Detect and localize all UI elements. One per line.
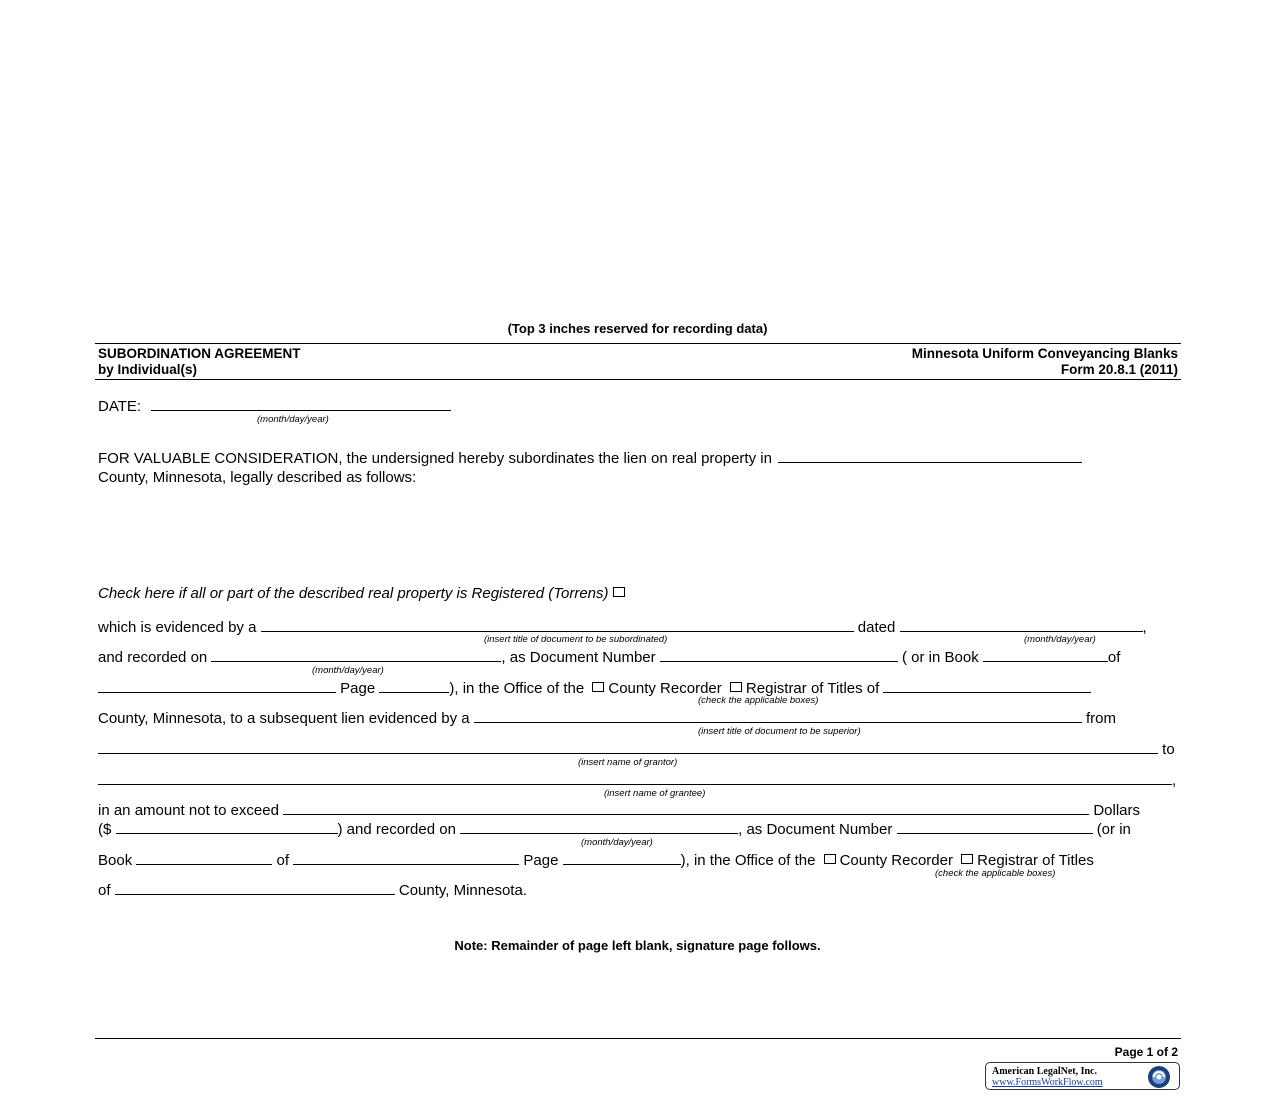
lien-document-number-field[interactable] xyxy=(897,820,1093,834)
recorded-date-field[interactable] xyxy=(211,648,501,662)
county-recorder-checkbox[interactable] xyxy=(592,682,604,692)
header-bottom-rule xyxy=(95,379,1181,380)
hint-doc-superior: (insert title of document to be superior) xyxy=(698,726,861,737)
lien-county-row: of County, Minnesota. xyxy=(98,882,527,899)
lien-recorded-date-field[interactable] xyxy=(460,820,738,834)
lien-county-field[interactable] xyxy=(115,881,395,895)
form-title: SUBORDINATION AGREEMENT xyxy=(98,346,301,361)
book-of-field[interactable] xyxy=(98,679,336,693)
hint-check-boxes-1: (check the applicable boxes) xyxy=(698,695,819,706)
county-field[interactable] xyxy=(778,449,1082,463)
recorded-row: and recorded on , as Document Number ( or in Book of xyxy=(98,649,1121,666)
subordinated-date-field[interactable] xyxy=(900,618,1143,632)
form-series: Minnesota Uniform Conveyancing Blanks xyxy=(911,346,1178,361)
grantee-field[interactable] xyxy=(98,771,1172,785)
hint-doc-subordinated: (insert title of document to be subordinated) xyxy=(484,634,668,645)
logo-url[interactable]: www.FormsWorkFlow.com xyxy=(992,1077,1103,1088)
amount-words-field[interactable] xyxy=(283,801,1089,815)
registrar-county-field[interactable] xyxy=(883,679,1091,693)
grantor-row: to xyxy=(98,740,1175,758)
page-number: Page 1 of 2 xyxy=(1114,1045,1178,1059)
subsequent-lien-row: County, Minnesota, to a subsequent lien evidenced by a from xyxy=(98,710,1116,727)
recording-note: (Top 3 inches reserved for recording data) xyxy=(507,321,768,336)
forms-workflow-logo[interactable] xyxy=(985,1062,1180,1090)
torrens-checkbox[interactable] xyxy=(613,587,625,597)
book-field[interactable] xyxy=(983,648,1108,662)
superior-doc-field[interactable] xyxy=(474,709,1082,723)
lien-book-field[interactable] xyxy=(136,851,272,865)
form-subtitle: by Individual(s) xyxy=(98,362,198,377)
consideration-line-1: FOR VALUABLE CONSIDERATION, the undersigned hereby subordinates the lien on real property in xyxy=(98,449,1082,467)
amount-row: in an amount not to exceed Dollars xyxy=(98,802,1140,819)
footer-rule xyxy=(95,1038,1181,1039)
hint-grantee: (insert name of grantee) xyxy=(604,788,706,799)
lien-registrar-checkbox[interactable] xyxy=(961,854,973,864)
hint-lien-date: (month/day/year) xyxy=(581,837,653,848)
hint-grantor: (insert name of grantor) xyxy=(578,757,678,768)
lien-county-recorder-checkbox[interactable] xyxy=(824,854,836,864)
blank-page-note: Note: Remainder of page left blank, signature page follows. xyxy=(454,938,821,953)
form-number: Form 20.8.1 (2011) xyxy=(1060,362,1178,377)
lien-book-row: Book of Page ), in the Office of the County Recorder Registrar of Titles xyxy=(98,852,1094,869)
hint-dated: (month/day/year) xyxy=(1024,634,1096,645)
consideration-line-2: County, Minnesota, legally described as follows: xyxy=(98,469,417,486)
date-row xyxy=(98,397,451,415)
grantor-field[interactable] xyxy=(98,740,1158,754)
office-row: Page ), in the Office of the County Recorder Registrar of Titles of xyxy=(98,679,1091,697)
torrens-label: Check here if all or part of the described real property is Registered (Torrens) xyxy=(98,585,609,602)
logo-company: American LegalNet, Inc. xyxy=(992,1066,1097,1077)
lien-page-field[interactable] xyxy=(563,851,681,865)
hint-recorded-date: (month/day/year) xyxy=(312,665,384,676)
lien-book-of-field[interactable] xyxy=(293,851,519,865)
document-number-field[interactable] xyxy=(660,648,898,662)
page-field[interactable] xyxy=(379,679,449,693)
hint-check-boxes-2: (check the applicable boxes) xyxy=(935,868,1056,879)
globe-icon xyxy=(1141,1064,1175,1090)
date-field[interactable] xyxy=(151,397,451,411)
amount-number-field[interactable] xyxy=(116,820,338,834)
subordinated-doc-field[interactable] xyxy=(261,618,854,632)
torrens-row xyxy=(98,585,629,602)
date-label: DATE: xyxy=(98,398,142,415)
registrar-checkbox[interactable] xyxy=(730,682,742,692)
evidenced-row: which is evidenced by a dated , xyxy=(98,619,1147,636)
grantee-row: , xyxy=(98,771,1176,789)
amount-recorded-row: ($ ) and recorded on , as Document Number (or in xyxy=(98,821,1131,838)
date-hint: (month/day/year) xyxy=(257,414,329,425)
header-top-rule xyxy=(95,343,1181,344)
